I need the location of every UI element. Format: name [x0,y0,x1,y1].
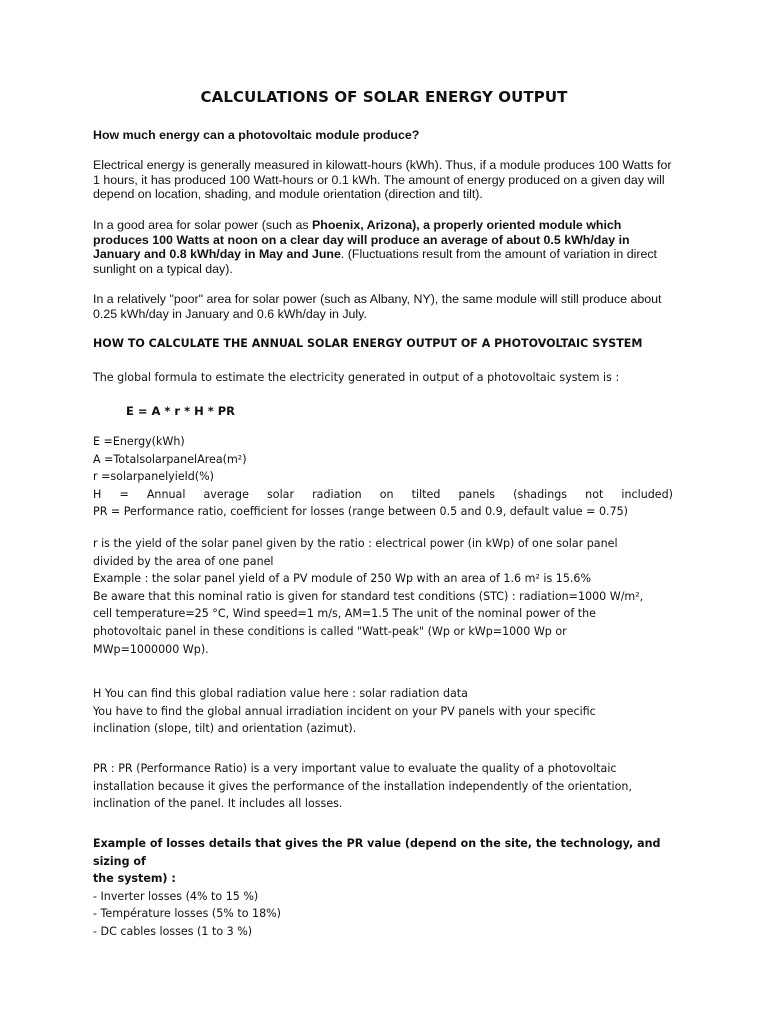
radiation-line: H You can find this global radiation value here : solar radiation data [93,687,468,700]
performance-ratio-line: PR : PR (Performance Ratio) is a very important value to evaluate the quality of a photovoltaic [93,762,617,775]
yield-line: MWp=1000000 Wp). [93,642,209,656]
definition-radiation: H = Annual average solar radiation on tilted panels (shadings not included) [93,487,673,501]
yield-line: photovoltaic panel in these conditions is called "Watt-peak" (Wp or kWp=1000 Wp or [93,624,567,638]
definition-performance-ratio: PR = Performance ratio, coefficient for losses (range between 0.5 and 0.9, default value = 0.75) [93,505,629,519]
yield-line: r is the yield of the solar panel given by the ratio : electrical power (in kWp) of one solar panel [93,537,618,550]
performance-ratio-section [93,760,673,813]
paragraph-poor-area: In a relatively "poor" area for solar power (such as Albany, NY), the same module will still produce about 0.25 kWh/day in January and 0.6 kWh/day in July. [93,292,662,321]
formula-intro: The global formula to estimate the electricity generated in output of a photovoltaic system is : [93,371,620,384]
loss-item: - Inverter losses (4% to 15 %) [93,889,259,903]
radiation-line: inclination (slope, tilt) and orientation (azimut). [93,722,357,736]
performance-ratio-line: inclination of the panel. It includes all losses. [93,797,343,811]
definitions-list [93,433,673,521]
definition-yield: r =solarpanelyield(%) [93,470,214,484]
paragraph-energy-measure: Electrical energy is generally measured in kilowatt-hours (kWh). Thus, if a module produces 100 Watts for 1 hours, it has produced 100 Watt-hours or 0.1 kWh. The amount of energy produced on a given day will depend on location, shading, and module orientation (direction and tilt). [93,158,672,202]
page-title: CALCULATIONS OF SOLAR ENERGY OUTPUT [200,88,568,106]
paragraph-good-area-suffix: . (Fluctuations result from the amount of variation in direct sunlight on a typical day). [93,247,657,276]
yield-section [93,535,673,658]
losses-heading: Example of losses details that gives the PR value (depend on the site, the technology, and sizing of [93,837,661,868]
yield-line: divided by the area of one panel [93,554,274,568]
radiation-line: You have to find the global annual irradiation incident on your PV panels with your specific [93,704,596,718]
definition-energy: E =Energy(kWh) [93,435,185,448]
losses-section [93,835,673,941]
section-heading-annual-output: HOW TO CALCULATE THE ANNUAL SOLAR ENERGY OUTPUT OF A PHOTOVOLTAIC SYSTEM [93,337,643,350]
loss-item: - DC cables losses (1 to 3 %) [93,924,253,938]
formula: E = A * r * H * PR [126,404,236,418]
loss-item: - Température losses (5% to 18%) [93,907,281,921]
definition-area: A =TotalsolarpanelArea(m²) [93,452,247,466]
yield-line: Example : the solar panel yield of a PV module of 250 Wp with an area of 1.6 m² is 15.6% [93,572,592,586]
paragraph-good-area-bold: Phoenix, Arizona), a properly oriented module which produces 100 Watts at noon on a clear day will produce an average of about 0.5 kWh/day in January and 0.8 kWh/day in May and June [93,218,630,262]
radiation-section [93,685,673,738]
section-question: How much energy can a photovoltaic module produce? [93,128,420,142]
paragraph-good-area [93,218,673,276]
losses-heading: the system) : [93,872,176,886]
performance-ratio-line: installation because it gives the performance of the installation independently of the orientation, [93,779,632,793]
yield-line: Be aware that this nominal ratio is given for standard test conditions (STC) : radiation=1000 W/m², [93,589,644,603]
paragraph-good-area-prefix: In a good area for solar power (such as [93,218,313,232]
yield-line: cell temperature=25 °C, Wind speed=1 m/s, AM=1.5 The unit of the nominal power of the [93,607,596,621]
